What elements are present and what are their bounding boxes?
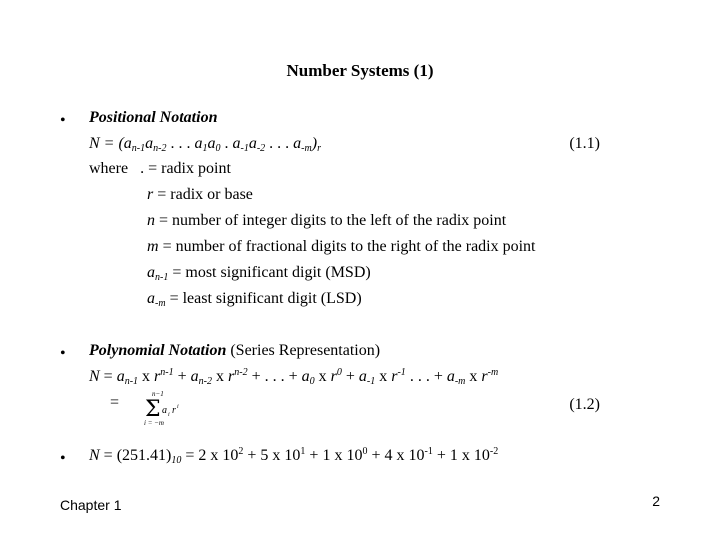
eq-sub: -1 xyxy=(240,143,249,154)
where-text: = radix or base xyxy=(153,186,253,203)
ex-term: = 2 x 10 xyxy=(181,447,239,464)
eq-point: . xyxy=(220,135,233,152)
summation-formula xyxy=(143,389,193,427)
eq-r: r xyxy=(481,368,488,385)
eq-a: a xyxy=(194,135,203,152)
ex-base: 10 xyxy=(171,455,182,466)
example-equation xyxy=(89,448,498,464)
eq-a: a xyxy=(301,368,310,385)
ex-N: N xyxy=(89,447,100,464)
eq-n-open: N = ( xyxy=(89,135,124,152)
eq-sup: n-1 xyxy=(160,367,174,378)
eq-a: a xyxy=(446,368,455,385)
eq-sub: n-1 xyxy=(124,376,139,387)
where-line-6 xyxy=(147,291,362,307)
eq-a: a xyxy=(358,368,367,385)
eq-sub: -m xyxy=(301,143,312,154)
where-line-3 xyxy=(147,213,506,229)
eq-r: r xyxy=(391,368,398,385)
ex-exp: 2 xyxy=(238,446,244,457)
where-text: = number of fractional digits to the right of the radix point xyxy=(158,238,536,255)
eq-sup: -m xyxy=(487,367,499,378)
eq-sub: n-2 xyxy=(153,143,167,154)
eq-a: a xyxy=(190,368,199,385)
polynomial-equals: = xyxy=(110,394,120,411)
where-text: = number of integer digits to the left of the radix point xyxy=(155,212,507,229)
ex-term: + 1 x 10 xyxy=(432,447,490,464)
eq-sup: n-2 xyxy=(234,367,248,378)
positional-heading xyxy=(89,110,217,126)
eq-r: r xyxy=(154,368,161,385)
positional-equation xyxy=(89,136,321,152)
eq-close: ) xyxy=(311,135,318,152)
var-a: a xyxy=(147,264,155,281)
eq-sub-r: r xyxy=(317,143,321,154)
page-number: 2 xyxy=(652,493,660,509)
eq-equals: = xyxy=(99,368,117,385)
eq-sup: 0 xyxy=(336,367,342,378)
sum-lower-limit: i = −m xyxy=(144,419,164,427)
eq-sup: -1 xyxy=(397,367,406,378)
polynomial-heading xyxy=(89,343,380,359)
eq-N: N xyxy=(89,368,100,385)
ex-term: + 4 x 10 xyxy=(367,447,425,464)
ex-term: + 1 x 10 xyxy=(305,447,363,464)
eq-r: r xyxy=(228,368,235,385)
eq-a: a xyxy=(123,135,132,152)
ex-number: = (251.41) xyxy=(99,447,172,464)
eq-times: x xyxy=(138,368,155,385)
polynomial-heading-rest: (Series Representation) xyxy=(226,342,381,359)
eq-sub: 0 xyxy=(215,143,221,154)
eq-dots: . . . xyxy=(265,135,294,152)
slide-title: Number Systems (1) xyxy=(286,61,434,80)
ex-exp: 1 xyxy=(300,446,306,457)
eq-sub: -2 xyxy=(256,143,266,154)
where-word: where xyxy=(89,160,129,177)
var-sub: -m xyxy=(155,298,166,309)
eq-r: r xyxy=(330,368,337,385)
where-line-5 xyxy=(147,265,371,281)
where-line-1 xyxy=(89,161,231,177)
sum-term-a: a xyxy=(162,405,167,416)
eq-dots: . . . xyxy=(166,135,195,152)
sigma-icon: Σ xyxy=(145,397,161,422)
sum-term-r: r xyxy=(172,405,176,416)
eq-a: a xyxy=(116,368,125,385)
footer-chapter: Chapter 1 xyxy=(60,497,122,513)
eq-times: x xyxy=(375,368,392,385)
ex-exp: -1 xyxy=(424,446,433,457)
eq-a: a xyxy=(232,135,241,152)
where-radix-point: . = radix point xyxy=(140,160,231,177)
eq-sub: -m xyxy=(454,376,466,387)
eq-dots: + . . . + xyxy=(247,368,302,385)
where-line-2 xyxy=(147,187,253,203)
eq-sub: 1 xyxy=(202,143,208,154)
var-sub: n-1 xyxy=(155,272,169,283)
bullet-1: • xyxy=(60,112,66,129)
var-m: m xyxy=(147,238,159,255)
eq-plus: + xyxy=(173,368,191,385)
bullet-2: • xyxy=(60,345,66,362)
sum-upper-limit: n−1 xyxy=(152,390,164,398)
eq-dots: . . . + xyxy=(405,368,447,385)
eq-times: x xyxy=(212,368,228,385)
eq-times: x xyxy=(465,368,482,385)
ex-exp: -2 xyxy=(489,446,499,457)
sum-term-a-sub: i xyxy=(168,412,170,418)
eq-plus: + xyxy=(341,368,359,385)
equation-number-2: (1.2) xyxy=(569,396,600,413)
var-r: r xyxy=(147,186,154,203)
ex-term: + 5 x 10 xyxy=(243,447,301,464)
where-line-4 xyxy=(147,239,536,255)
eq-a: a xyxy=(145,135,154,152)
eq-a: a xyxy=(293,135,302,152)
positional-heading-text: Positional Notation xyxy=(89,109,218,126)
eq-a: a xyxy=(248,135,257,152)
eq-sub: n-1 xyxy=(131,143,146,154)
eq-sub: 0 xyxy=(309,376,315,387)
var-a: a xyxy=(147,290,155,307)
where-text: = least significant digit (LSD) xyxy=(165,290,362,307)
eq-sub: n-2 xyxy=(198,376,212,387)
bullet-3: • xyxy=(60,450,66,467)
eq-times: x xyxy=(314,368,331,385)
ex-exp: 0 xyxy=(362,446,368,457)
where-text: = most significant digit (MSD) xyxy=(168,264,371,281)
var-n: n xyxy=(147,212,155,229)
polynomial-equation xyxy=(89,369,498,385)
equation-number-1: (1.1) xyxy=(569,135,600,152)
eq-sub: -1 xyxy=(366,376,376,387)
sum-term-r-sup: i xyxy=(177,404,179,410)
polynomial-heading-text: Polynomial Notation xyxy=(89,342,227,359)
eq-a: a xyxy=(207,135,216,152)
